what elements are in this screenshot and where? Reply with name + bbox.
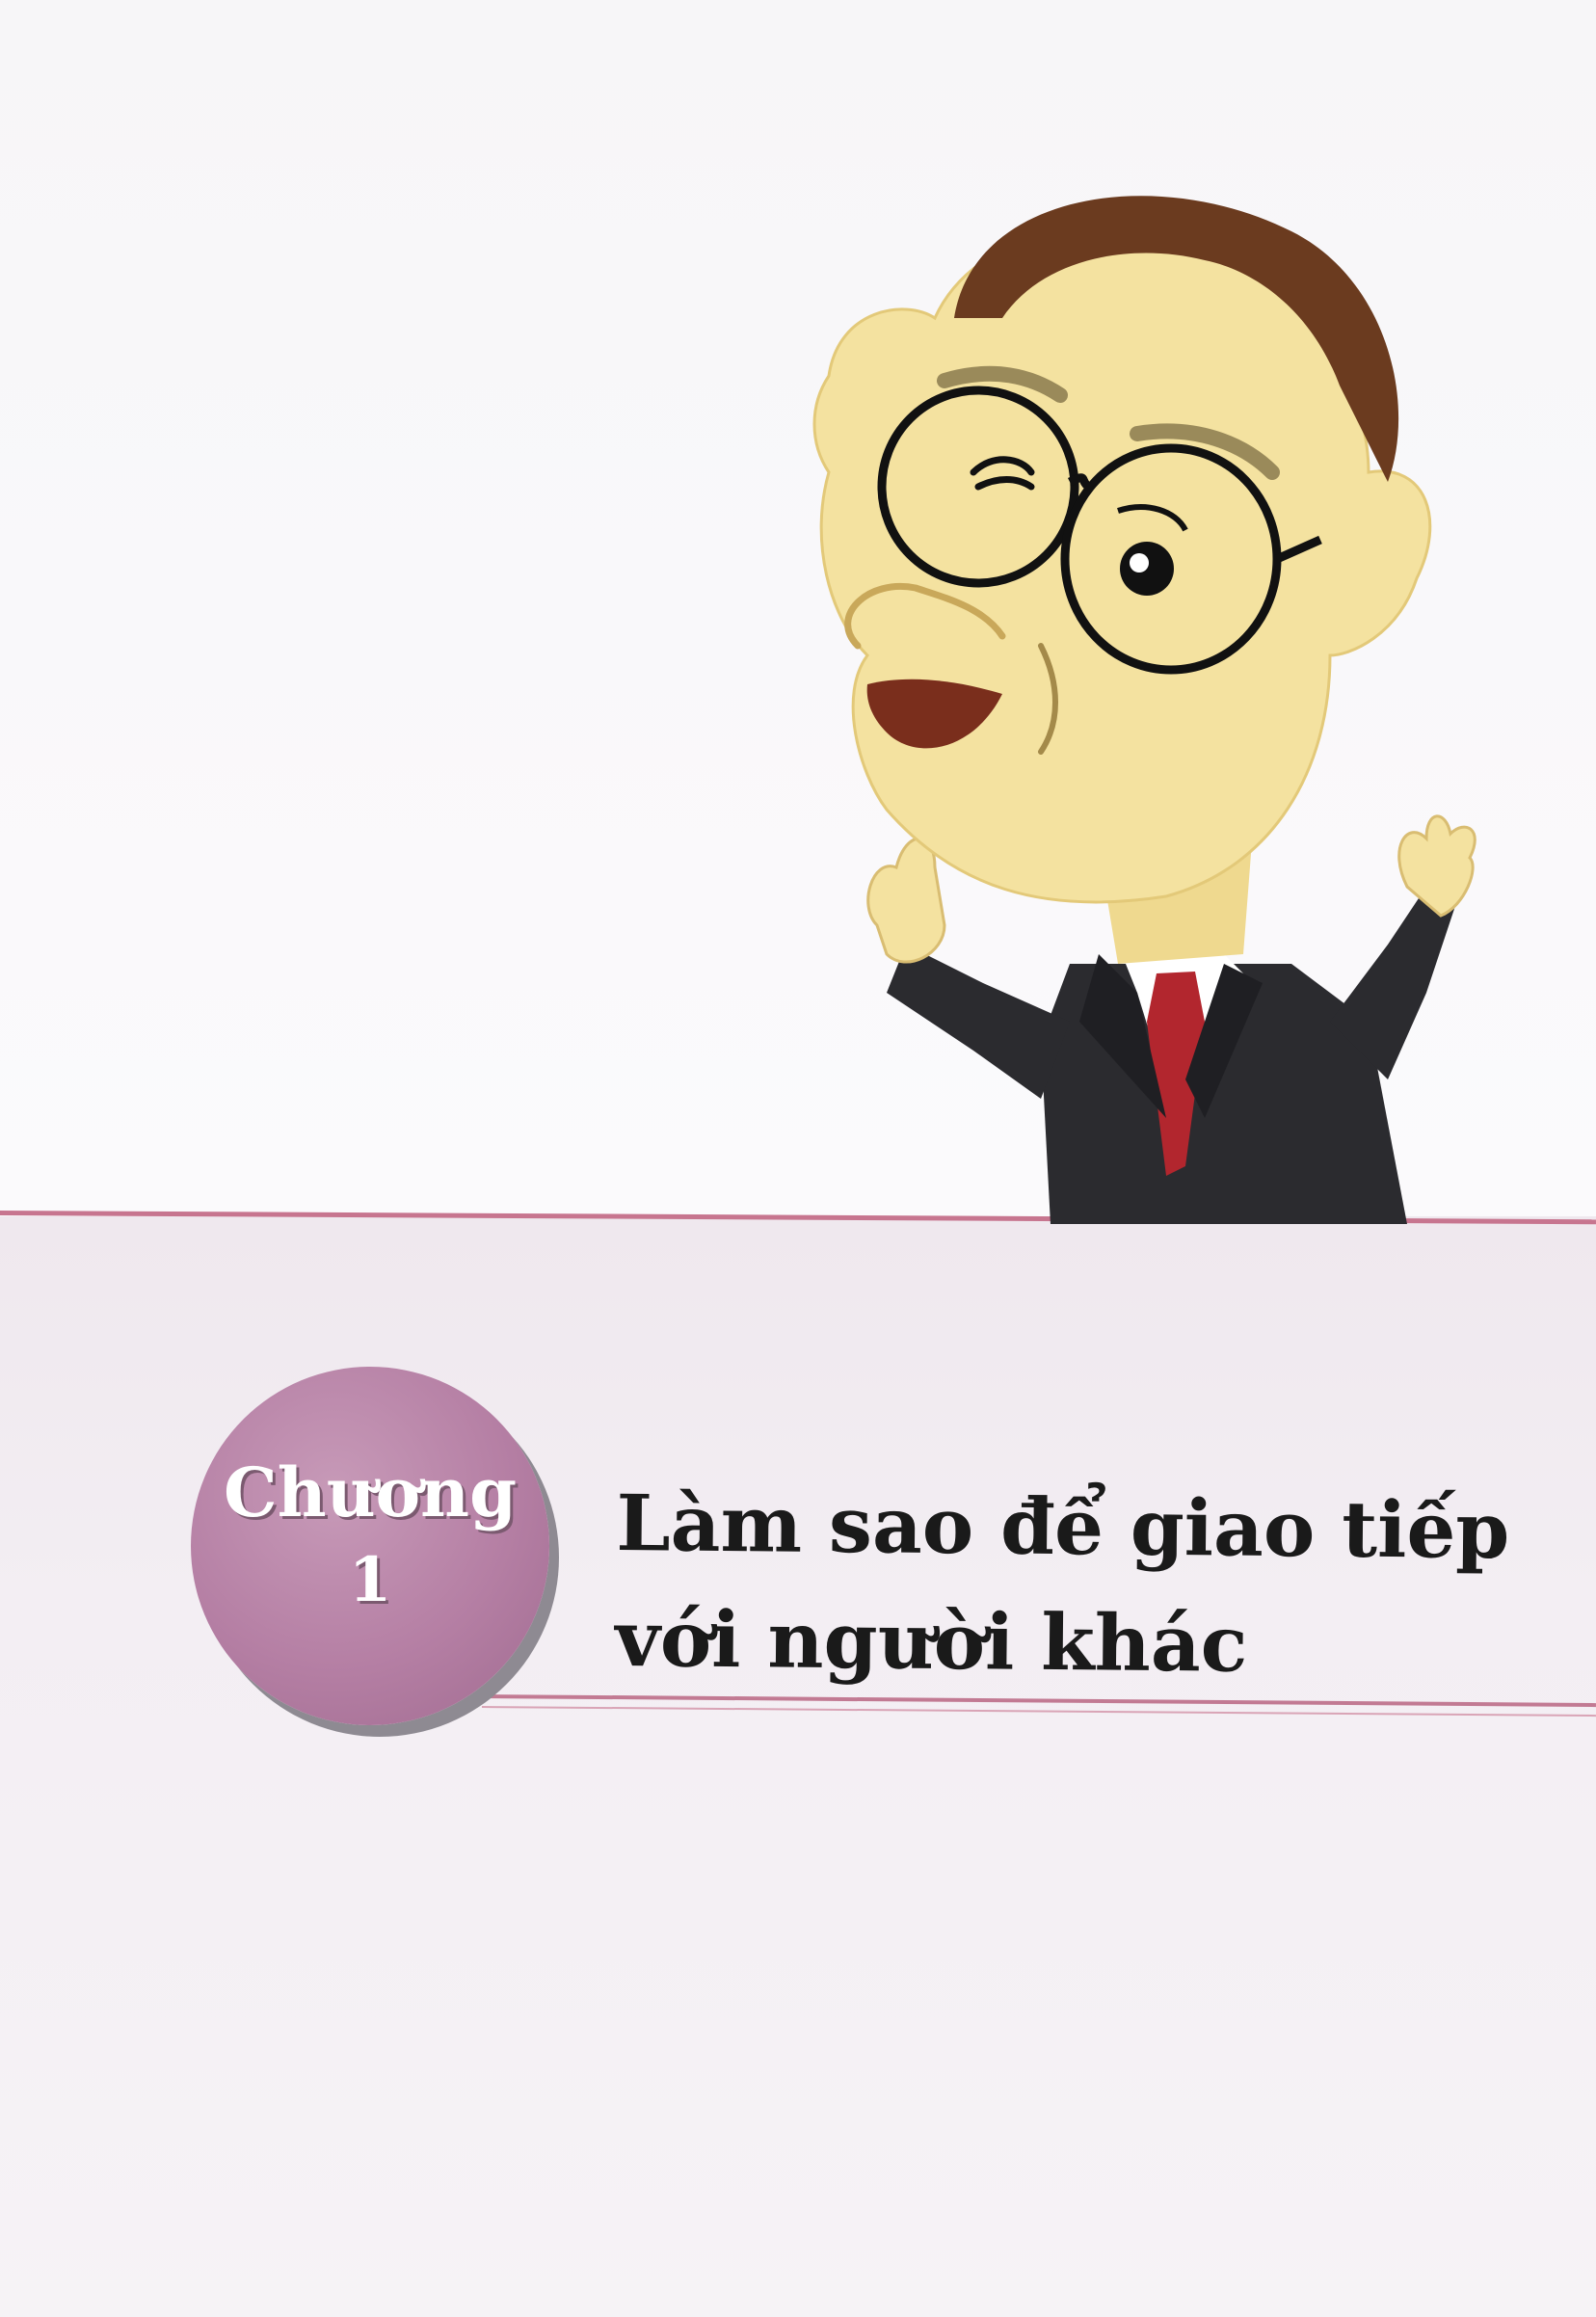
chapter-number: 1	[348, 1544, 392, 1616]
cartoon-businessman-icon	[752, 154, 1484, 1234]
left-thumb-hand	[868, 839, 944, 962]
open-eye-shine	[1130, 553, 1149, 573]
left-arm	[887, 945, 1070, 1099]
chapter-title	[615, 1465, 1510, 1704]
chapter-title-line-1: Làm sao để giao tiếp	[616, 1477, 1510, 1577]
right-hand	[1399, 816, 1476, 916]
chapter-band	[0, 1216, 1596, 2317]
chapter-label: Chương	[223, 1452, 518, 1532]
chapter-title-line-2: với người khác	[615, 1592, 1248, 1690]
chapter-badge	[191, 1367, 549, 1725]
